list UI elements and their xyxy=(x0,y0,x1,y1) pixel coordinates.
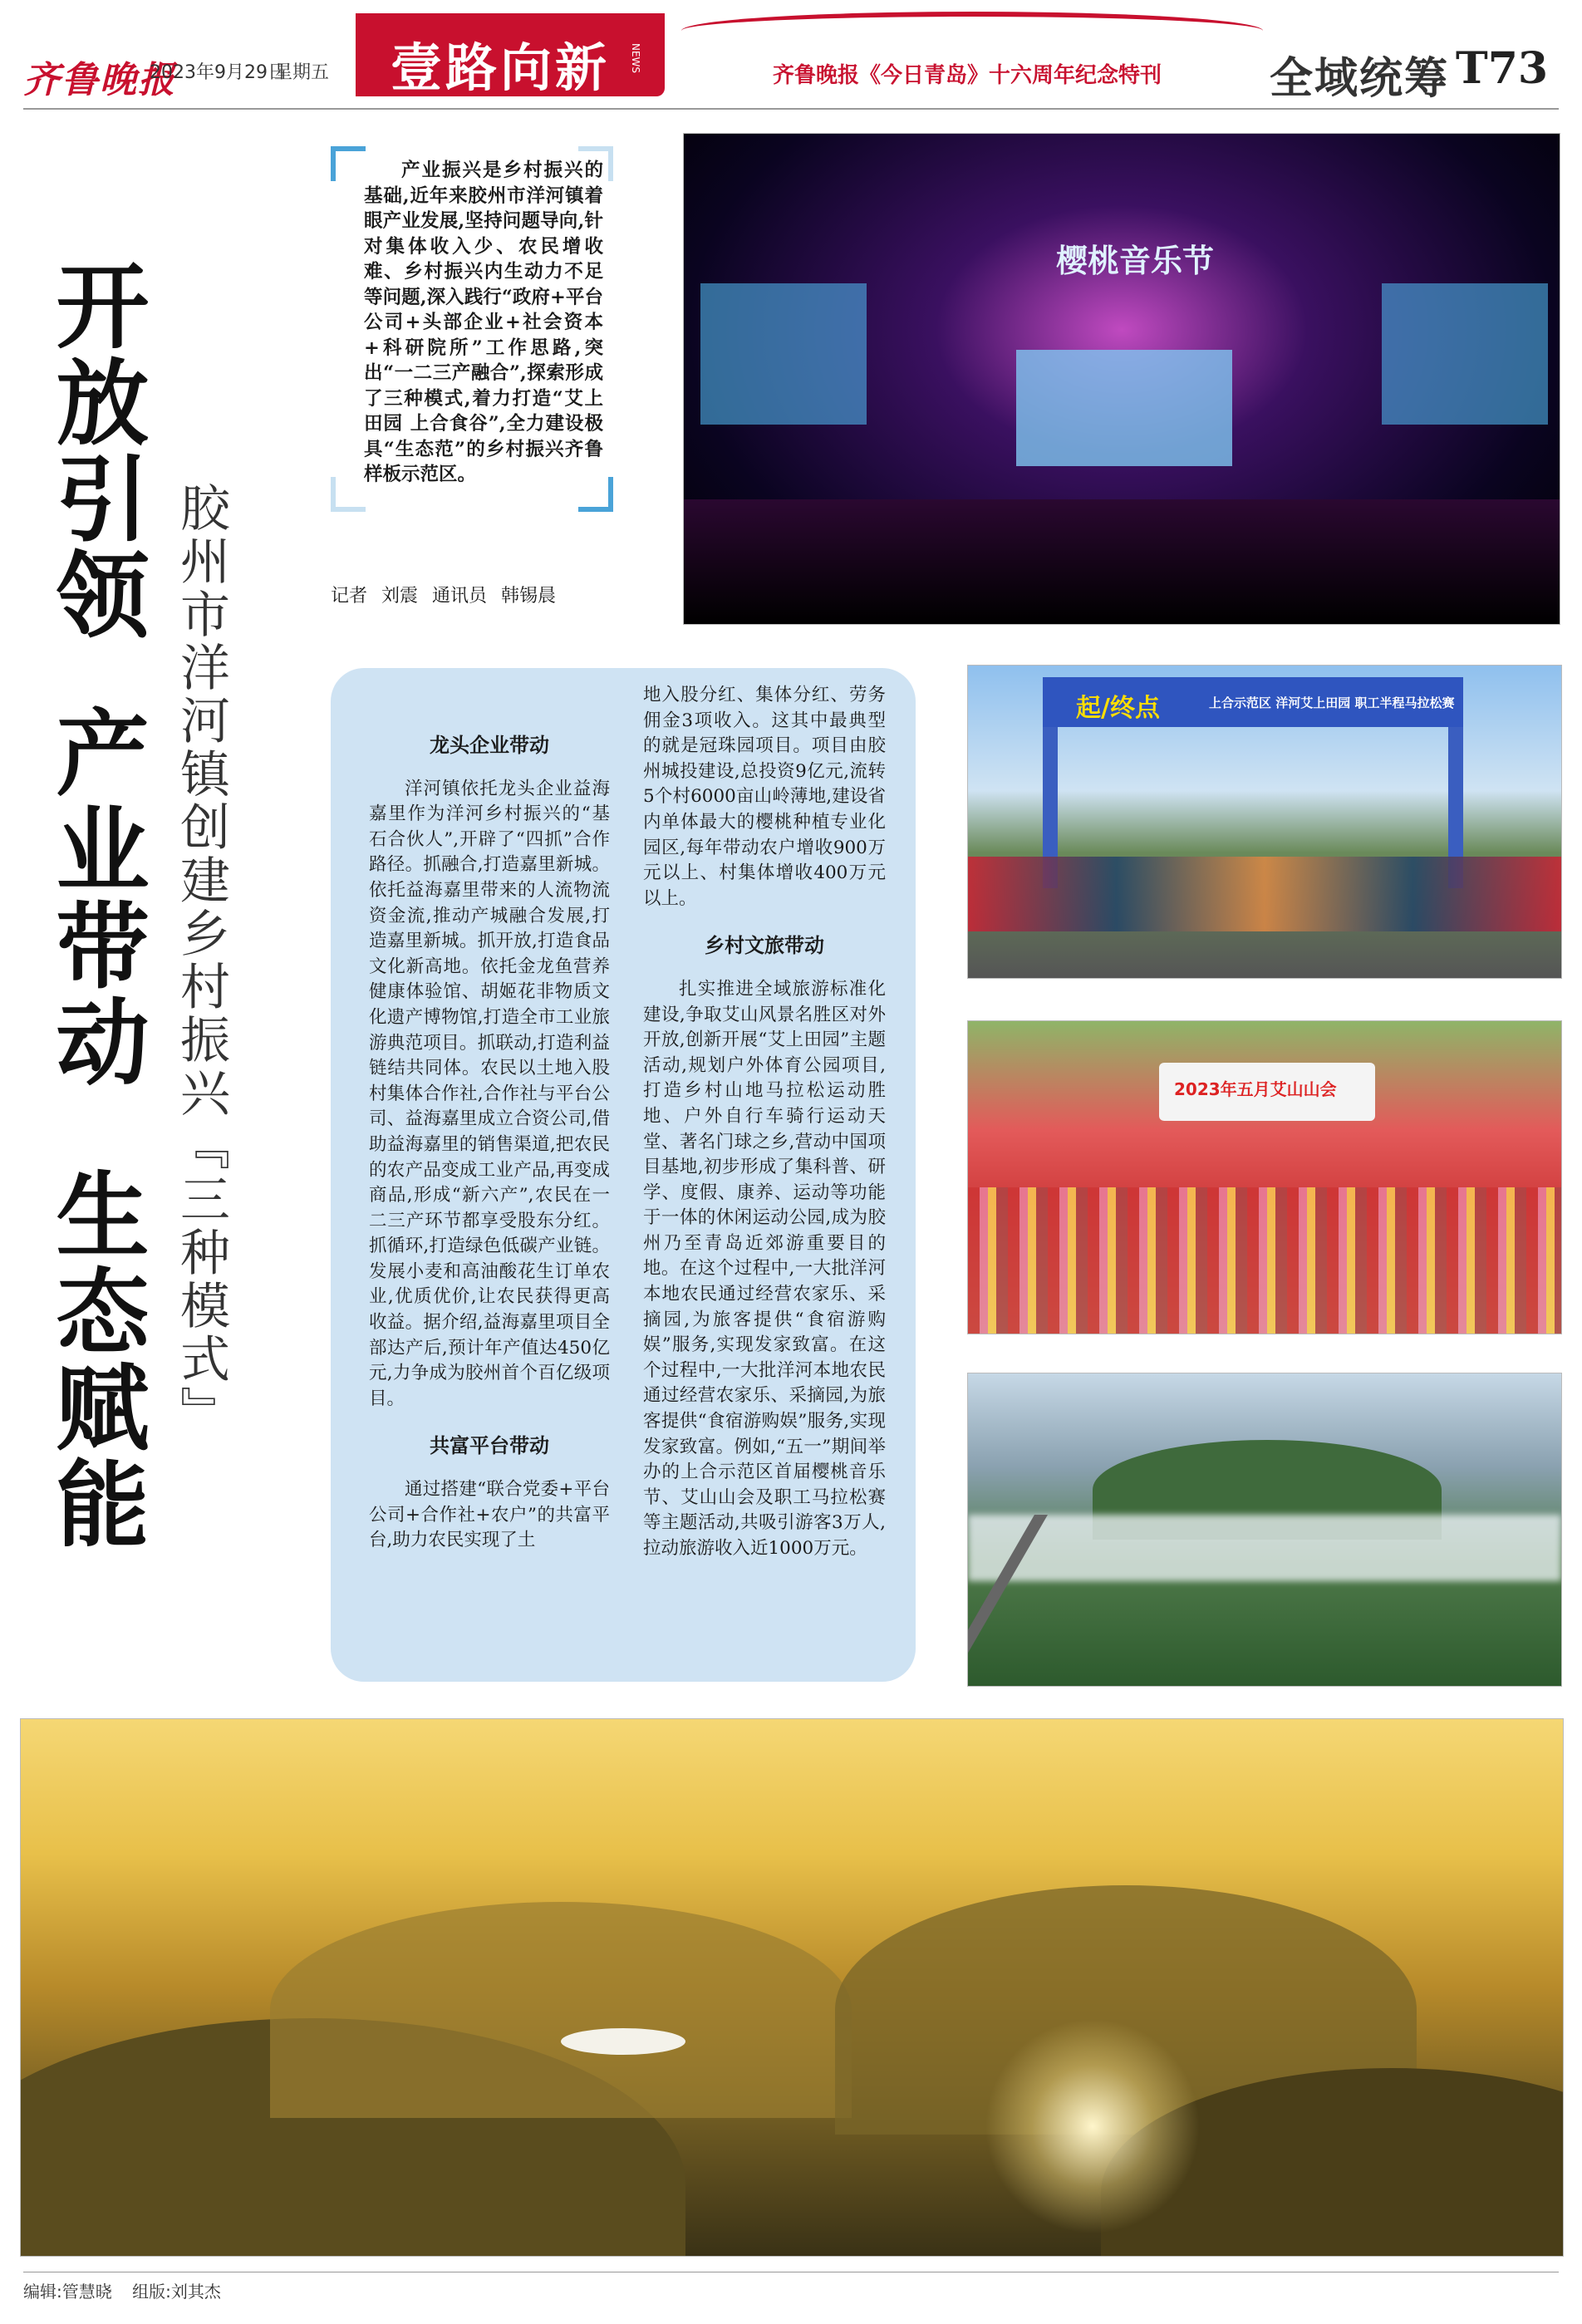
section-text-rural-tourism: 扎实推进全域旅游标准化建设,争取艾山风景名胜区对外开放,创新开展“艾上田园”主题活动,规划户外体育公园项目,打造乡村山地马拉松运动胜地、户外自行车骑行运动天堂、著名门球之乡,营动中国项目基地,初步形成了集科普、研学、度假、康养、运动等功能于一体的休闲运动公园,成为胶州乃至青岛近郊游重要目的地。在这个过程中,一大批洋河本地农民通过经营农家乐、采摘园,为旅客提供“食宿游购娱”服务,实现发家致富。在这个过程中,一大批洋河本地农民通过经营农家乐、采摘园,为旅客提供“食宿游购娱”服务,实现发家致富。例如,“五一”期间举办的上合示范区首届樱桃音乐节、艾山山会及职工马拉松赛等主题活动,共吸引游客3万人,拉动旅游收入近1000万元。 xyxy=(643,978,886,1559)
masthead-logo: 齐鲁晚报 xyxy=(23,59,176,101)
subheadline: 胶州市洋河镇创建乡村振兴『三种模式』 xyxy=(172,482,230,1439)
credits xyxy=(23,2278,236,2302)
photo-marathon-start xyxy=(967,665,1562,979)
section-text-leading-enterprise: 洋河镇依托龙头企业益海嘉里作为洋河乡村振兴的“基石合伙人”,开辟了“四抓”合作路径。抓融合,打造嘉里新城。依托益海嘉里带来的人流物流资金流,推动产城融合发展,打造嘉里新城。抓开放,打造食品文化新高地。依托金龙鱼营养健康体验馆、胡姬花非物质文化遗产博物馆,打造全市工业旅游典范项目。抓联动,打造利益链结共同体。农民以土地入股村集体合作社,合作社与平台公司、益海嘉里成立合资公司,借助益海嘉里的销售渠道,把农民的农产品变成工业产品,再变成商品,形成“新六产”,农民在一二三产环节都享受股东分红。抓循环,打造绿色低碳产业链。发展小麦和高油酸花生订单农业,优质优价,让农民获得更高收益。据介绍,益海嘉里项目全部达产后,预计年产值达450亿元,力争成为胶州首个百亿级项目。 xyxy=(369,778,610,1409)
bracket-bottom-left xyxy=(331,477,366,512)
photo-mist-valley xyxy=(967,1373,1562,1687)
photo-aishan-fair xyxy=(967,1020,1562,1334)
article-column-1 xyxy=(369,730,610,1554)
banner-arc-decoration xyxy=(681,12,1263,50)
byline: 记者 刘震 通讯员 韩锡晨 xyxy=(331,586,556,607)
editor-credit: 编辑:管慧晓 xyxy=(23,2282,112,2302)
concert-sign: 樱桃音乐节 xyxy=(1056,243,1215,279)
intro-box xyxy=(331,146,613,512)
section-title-leading-enterprise: 龙头企业带动 xyxy=(430,734,549,757)
page-number: T73 xyxy=(1456,43,1549,94)
section-title-common-prosperity: 共富平台带动 xyxy=(430,1434,549,1458)
banner-news-tag: NEWS xyxy=(630,43,641,74)
headline-line-2: 产业带动 xyxy=(41,705,150,1090)
section-text-continued: 地入股分红、集体分红、劳务佣金3项收入。这其中最典型的就是冠珠园项目。项目由胶州城投建设,总投资9亿元,流转5个村6000亩山岭薄地,建设省内单体最大的樱桃种植专业化园区,每年带动农户增收900万元以上、村集体增收400万元以上。 xyxy=(643,685,886,909)
photo-golden-sunrise-mountains xyxy=(20,1718,1564,2257)
marathon-arch-label: 起/终点 xyxy=(1076,694,1160,723)
intro-text: 产业振兴是乡村振兴的基础,近年来胶州市洋河镇着眼产业发展,坚持问题导向,针对集体收入少、农民增收难、乡村振兴内生动力不足等问题,深入践行“政府+平台公司+头部企业+社会资本+科研院所”工作思路,突出“一二三产融合”,探索形成了三种模式,着力打造“艾上田园 上合食谷”,全力建设极具“生态范”的乡村振兴齐鲁样板示范区。 xyxy=(364,160,603,485)
layout-credit: 组版:刘其杰 xyxy=(132,2282,221,2302)
headline-line-1: 开放引领 xyxy=(41,258,150,643)
banner-title: 壹路向新 xyxy=(391,37,611,98)
marathon-sponsor-label: 上合示范区 洋河艾上田园 职工半程马拉松赛 xyxy=(1209,695,1455,710)
bracket-top-left xyxy=(331,146,366,181)
issue-date: 2023年9月29日 xyxy=(150,62,286,83)
header-rule xyxy=(23,108,1559,110)
special-issue-title: 齐鲁晚报《今日青岛》十六周年纪念特刊 xyxy=(773,63,1162,88)
issue-weekday: 星期五 xyxy=(274,62,330,83)
photo-cherry-music-festival xyxy=(683,133,1560,625)
festival-banner: 2023年五月艾山山会 xyxy=(1174,1079,1337,1099)
section-text-common-prosperity: 通过搭建“联合党委+平台公司+合作社+农户”的共富平台,助力农民实现了土 xyxy=(369,1479,610,1551)
section-title-rural-tourism: 乡村文旅带动 xyxy=(705,934,824,958)
section-name: 全域统筹 xyxy=(1270,53,1450,104)
headline-line-3: 生态赋能 xyxy=(41,1167,150,1552)
article-column-2 xyxy=(643,683,886,1562)
